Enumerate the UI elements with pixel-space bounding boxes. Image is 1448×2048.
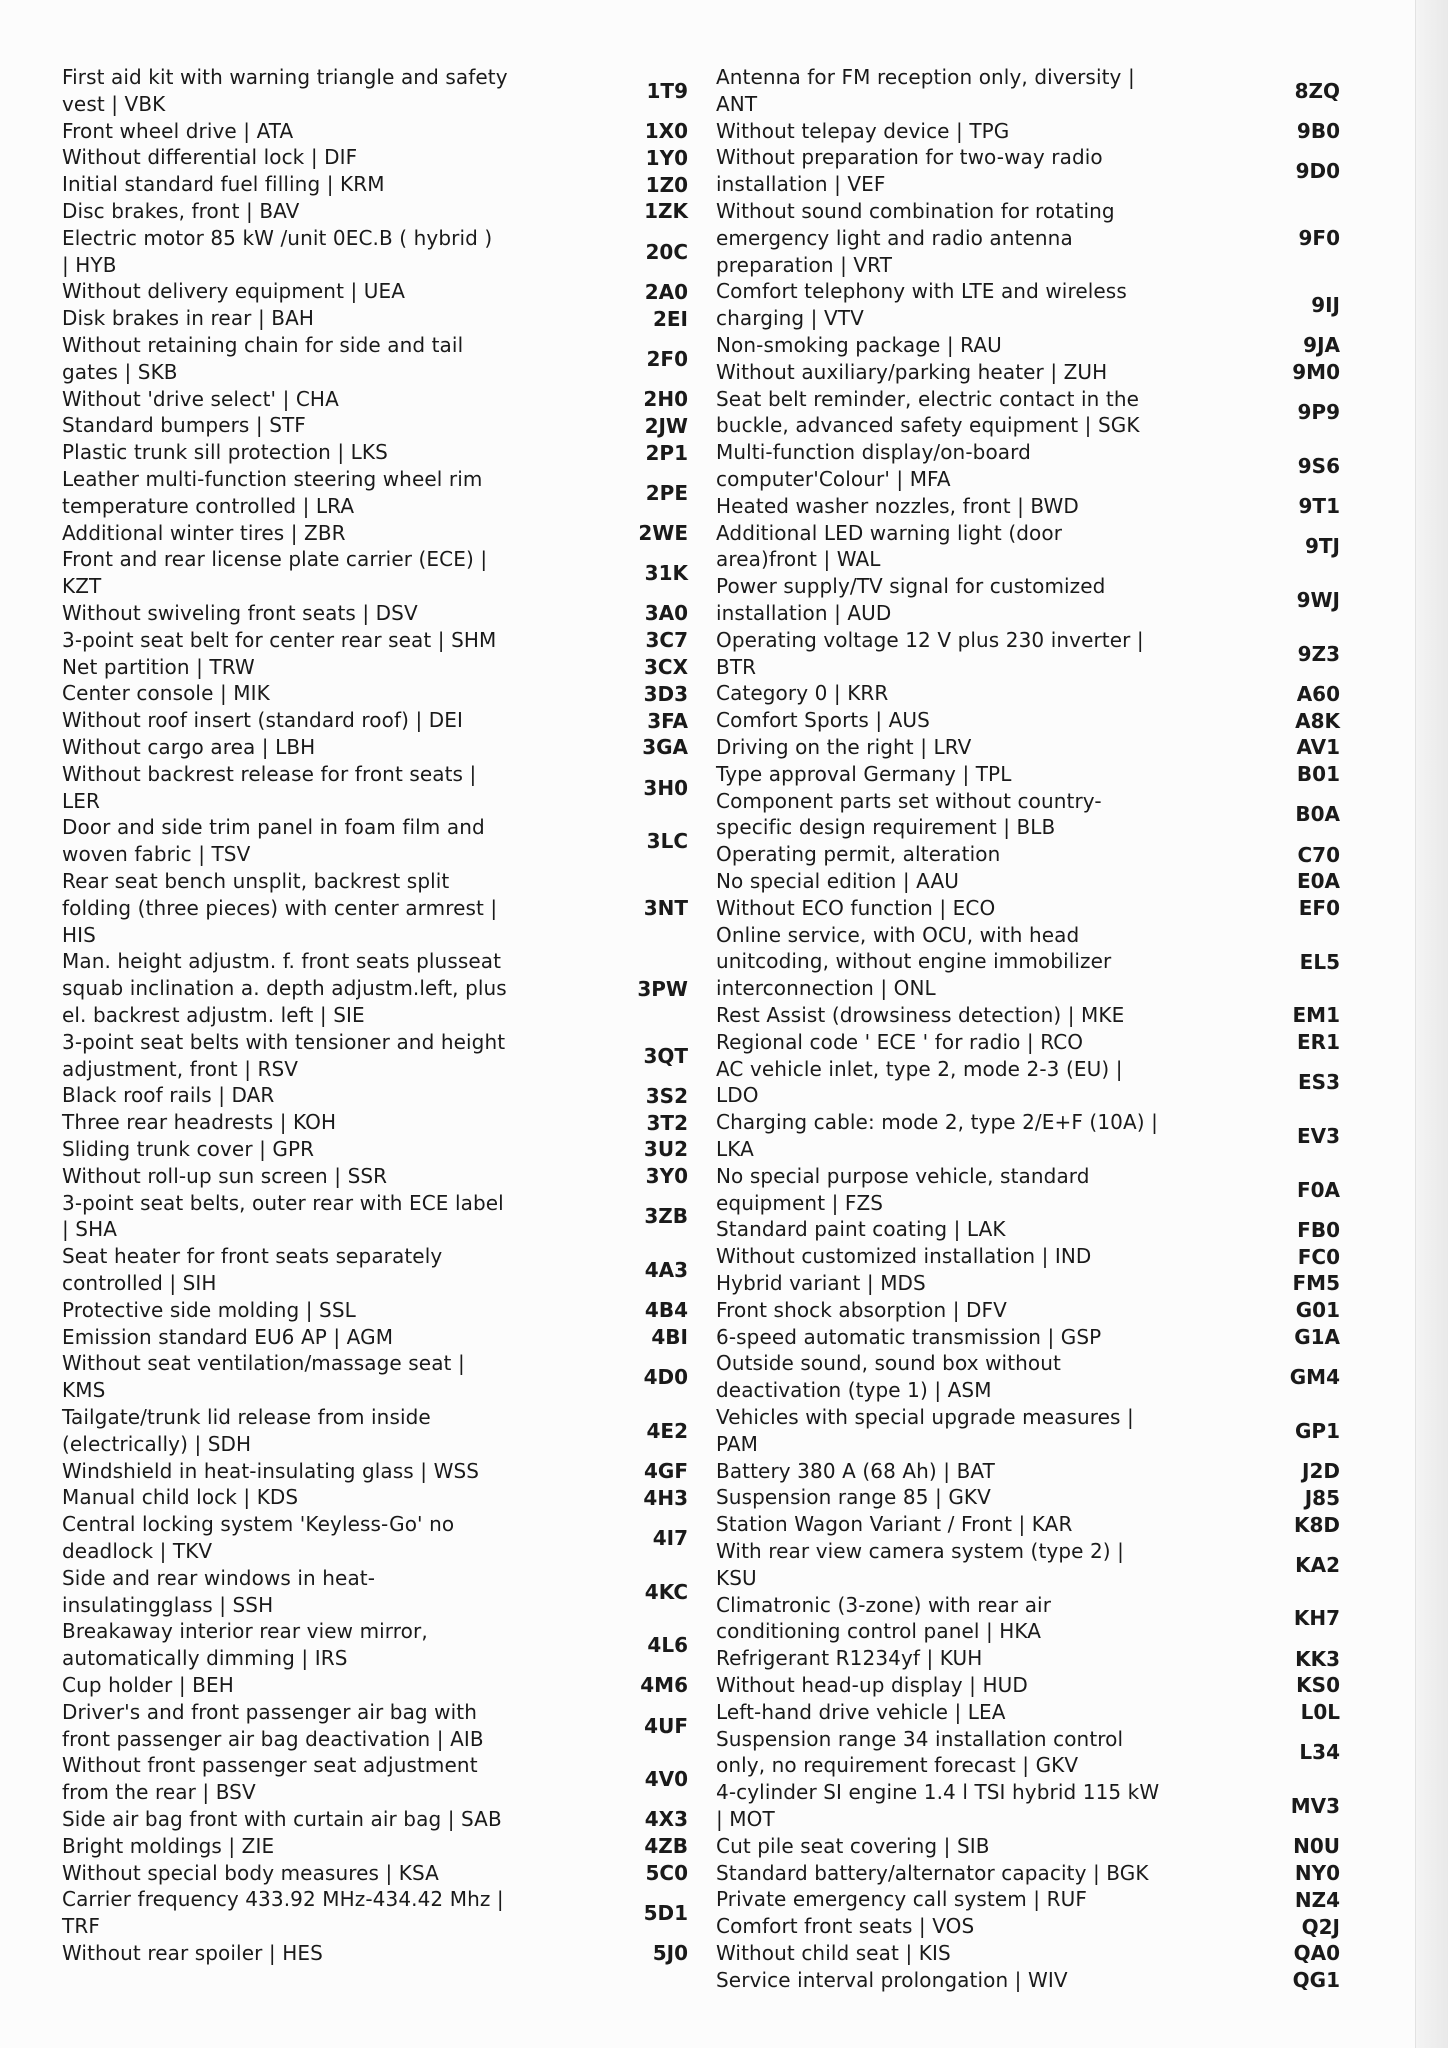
equipment-code: 5C0	[645, 1861, 688, 1885]
equipment-description: First aid kit with warning triangle and safety vest | VBK	[62, 65, 508, 116]
equipment-description: Hybrid variant | MDS	[716, 1271, 926, 1295]
equipment-description: Without head-up display | HUD	[716, 1673, 1028, 1697]
equipment-code: 4ZB	[644, 1834, 688, 1859]
equipment-description: Central locking system 'Keyless-Go' no deadlock | TKV	[62, 1512, 455, 1563]
equipment-code: Q2J	[1301, 1914, 1340, 1939]
equipment-description: Front wheel drive | ATA	[62, 118, 294, 143]
equipment-code: AV1	[1296, 735, 1340, 760]
equipment-description: Manual child lock | KDS	[62, 1485, 299, 1510]
equipment-description: 3-point seat belts with tensioner and height adjustment, front | RSV	[62, 1029, 506, 1081]
equipment-description: Front shock absorption | DFV	[716, 1297, 1007, 1322]
equipment-code: G01	[1295, 1298, 1340, 1323]
equipment-code: 3T2	[646, 1110, 688, 1135]
equipment-code: A60	[1296, 681, 1340, 706]
equipment-description: AC vehicle inlet, type 2, mode 2-3 (EU) | LDO	[716, 1056, 1123, 1108]
equipment-description: Leather multi-function steering wheel rim temperature controlled | LRA	[62, 467, 483, 518]
equipment-code: E0A	[1296, 869, 1340, 894]
equipment-description: Without delivery equipment | UEA	[62, 279, 406, 304]
equipment-description: Disk brakes in rear | BAH	[62, 306, 314, 331]
equipment-description: Multi-function display/on-board computer'Colour' | MFA	[716, 440, 1031, 491]
equipment-description: Cup holder | BEH	[62, 1673, 234, 1697]
equipment-code: N0U	[1293, 1834, 1340, 1859]
equipment-code: 3H0	[643, 775, 688, 800]
equipment-description: Standard paint coating | LAK	[716, 1217, 1006, 1242]
equipment-description: Three rear headrests | KOH	[62, 1110, 337, 1135]
equipment-description: Suspension range 85 | GKV	[716, 1485, 991, 1510]
equipment-code: 9P9	[1297, 400, 1340, 425]
equipment-code: 4KC	[644, 1579, 688, 1604]
equipment-description: Door and side trim panel in foam film and woven fabric | TSV	[62, 815, 485, 867]
equipment-code: 4X3	[644, 1807, 688, 1832]
equipment-description: Driving on the right | LRV	[716, 735, 972, 759]
equipment-code: L0L	[1300, 1700, 1340, 1725]
equipment-description: Without cargo area | LBH	[62, 735, 316, 759]
equipment-description: Protective side molding | SSL	[62, 1297, 356, 1322]
equipment-description: Cut pile seat covering | SIB	[716, 1833, 990, 1858]
equipment-code: 1ZK	[644, 199, 688, 224]
equipment-code: 2A0	[644, 279, 688, 304]
equipment-description: Side and rear windows in heat- insulatingglass | SSH	[62, 1565, 376, 1617]
equipment-code: 9TJ	[1305, 534, 1340, 559]
equipment-code: 9WJ	[1296, 588, 1340, 612]
equipment-description: Comfort front seats | VOS	[716, 1914, 975, 1939]
equipment-description: Bright moldings | ZIE	[62, 1833, 275, 1858]
equipment-code: K8D	[1293, 1512, 1340, 1537]
equipment-description: Power supply/TV signal for customized installation | AUD	[716, 574, 1106, 625]
equipment-description: Outside sound, sound box without deactivation (type 1) | ASM	[716, 1351, 1061, 1403]
equipment-code: NY0	[1294, 1861, 1340, 1885]
equipment-description: 3-point seat belts, outer rear with ECE label | SHA	[62, 1190, 504, 1242]
equipment-code: 2H0	[643, 387, 688, 411]
equipment-description: Seat heater for front seats separately controlled | SIH	[62, 1244, 443, 1295]
equipment-code: 4D0	[643, 1365, 688, 1390]
equipment-description: Additional winter tires | ZBR	[62, 520, 346, 545]
equipment-description: Electric motor 85 kW /unit 0EC.B ( hybrid ) | HYB	[62, 225, 493, 277]
equipment-description: Breakaway interior rear view mirror, automatically dimming | IRS	[62, 1619, 428, 1671]
equipment-code: QA0	[1293, 1941, 1340, 1966]
equipment-description: Side air bag front with curtain air bag | SAB	[62, 1807, 502, 1831]
equipment-description: Left-hand drive vehicle | LEA	[716, 1699, 1006, 1724]
equipment-description: Without sound combination for rotating emergency light and radio antenna preparation | VRT	[716, 199, 1115, 277]
equipment-code: 4GF	[644, 1459, 688, 1483]
equipment-code: 9M0	[1292, 360, 1340, 385]
equipment-description: Without swiveling front seats | DSV	[62, 601, 418, 625]
equipment-code: 5J0	[652, 1941, 688, 1966]
equipment-description: Battery 380 A (68 Ah) | BAT	[716, 1458, 995, 1483]
equipment-code: 4A3	[644, 1258, 688, 1282]
equipment-code: 9F0	[1298, 226, 1340, 251]
equipment-code: L34	[1299, 1740, 1340, 1765]
equipment-description: Plastic trunk sill protection | LKS	[62, 440, 388, 465]
equipment-description: Vehicles with special upgrade measures | PAM	[716, 1405, 1134, 1456]
equipment-description: Tailgate/trunk lid release from inside (electrically) | SDH	[62, 1405, 431, 1456]
equipment-code: 9JA	[1303, 333, 1340, 358]
equipment-code: 3A0	[644, 601, 688, 626]
equipment-code: FB0	[1297, 1217, 1340, 1242]
equipment-code: B01	[1296, 762, 1340, 787]
equipment-description: Windshield in heat-insulating glass | WSS	[62, 1458, 480, 1483]
equipment-code: 4UF	[644, 1713, 688, 1738]
equipment-description: Rear seat bench unsplit, backrest split folding (three pieces) with center armrest | HIS	[62, 869, 498, 947]
equipment-description: Suspension range 34 installation control only, no requirement forecast | GKV	[716, 1726, 1124, 1778]
equipment-code: B0A	[1295, 802, 1340, 827]
equipment-code: 3CX	[643, 655, 688, 679]
equipment-code: KH7	[1293, 1606, 1340, 1631]
equipment-code: ER1	[1297, 1030, 1340, 1055]
equipment-description: Seat belt reminder, electric contact in the buckle, advanced safety equipment | SGK	[716, 386, 1140, 438]
equipment-description: Black roof rails | DAR	[62, 1083, 275, 1108]
equipment-code: 2F0	[646, 346, 688, 371]
equipment-code: 2EI	[652, 306, 688, 331]
equipment-code: 3U2	[643, 1137, 688, 1162]
equipment-description: Non-smoking package | RAU	[716, 333, 1002, 357]
equipment-description: No special purpose vehicle, standard equipment | FZS	[716, 1163, 1090, 1215]
equipment-description: Comfort Sports | AUS	[716, 708, 930, 733]
equipment-code: 2P1	[645, 440, 688, 465]
equipment-description: Regional code ' ECE ' for radio | RCO	[716, 1029, 1084, 1054]
equipment-description: Additional LED warning light (door area)front | WAL	[716, 520, 1063, 572]
equipment-description: Without child seat | KIS	[716, 1941, 951, 1965]
equipment-description: Heated washer nozzles, front | BWD	[716, 493, 1079, 518]
equipment-code: 8ZQ	[1294, 78, 1340, 103]
equipment-description: Without preparation for two-way radio installation | VEF	[716, 145, 1103, 197]
equipment-code: 9D0	[1295, 159, 1340, 184]
equipment-code: 3QT	[643, 1043, 688, 1068]
equipment-code: 9Z3	[1297, 641, 1340, 666]
equipment-description: Station Wagon Variant / Front | KAR	[716, 1512, 1073, 1537]
equipment-description: Standard bumpers | STF	[62, 413, 306, 438]
equipment-code: 4H3	[643, 1485, 688, 1510]
equipment-code: 9S6	[1297, 454, 1340, 478]
equipment-description: Without auxiliary/parking heater | ZUH	[716, 359, 1108, 384]
equipment-description: Without telepay device | TPG	[716, 118, 1010, 143]
equipment-description: 3-point seat belt for center rear seat | SHM	[62, 627, 497, 652]
equipment-code: J2D	[1302, 1459, 1340, 1483]
equipment-code: 2JW	[644, 413, 688, 438]
equipment-description: Carrier frequency 433.92 MHz-434.42 Mhz | TRF	[62, 1887, 504, 1939]
equipment-code: 3Y0	[645, 1164, 688, 1189]
equipment-code: 4L6	[647, 1633, 688, 1658]
equipment-code: 1Z0	[645, 172, 688, 197]
equipment-description: Standard battery/alternator capacity | BGK	[716, 1860, 1149, 1885]
equipment-description: Without 'drive select' | CHA	[62, 386, 339, 411]
equipment-code: 9IJ	[1311, 293, 1340, 318]
equipment-description: Without roll-up sun screen | SSR	[62, 1163, 388, 1188]
equipment-description: Initial standard fuel filling | KRM	[62, 172, 385, 197]
equipment-code: 3S2	[645, 1083, 688, 1108]
equipment-code: GP1	[1295, 1418, 1340, 1443]
equipment-description: Emission standard EU6 AP | AGM	[62, 1324, 394, 1349]
equipment-description: Operating permit, alteration	[716, 842, 1001, 867]
equipment-description: 4-cylinder SI engine 1.4 l TSI hybrid 115 kW | MOT	[716, 1780, 1160, 1831]
equipment-code: EF0	[1298, 896, 1340, 921]
equipment-code: 20C	[645, 239, 688, 264]
equipment-code: 4I7	[652, 1526, 688, 1550]
equipment-code: KK3	[1295, 1646, 1340, 1671]
equipment-description: Without seat ventilation/massage seat | KMS	[62, 1351, 465, 1403]
equipment-code: 1X0	[644, 119, 688, 143]
equipment-code: 1T9	[646, 78, 688, 103]
equipment-code: FC0	[1297, 1244, 1340, 1269]
equipment-code: KS0	[1296, 1673, 1340, 1698]
equipment-code: EL5	[1299, 949, 1340, 974]
equipment-description: Sliding trunk cover | GPR	[62, 1137, 315, 1161]
equipment-description: Category 0 | KRR	[716, 681, 889, 706]
equipment-code: NZ4	[1294, 1887, 1340, 1912]
equipment-code: 3PW	[637, 976, 688, 1001]
equipment-description: Without rear spoiler | HES	[62, 1941, 323, 1965]
equipment-code: GM4	[1289, 1365, 1340, 1390]
equipment-code: F0A	[1296, 1177, 1340, 1202]
equipment-code: 3D3	[643, 681, 688, 706]
equipment-description: Without front passenger seat adjustment from the rear | BSV	[62, 1753, 478, 1805]
equipment-code: 3C7	[645, 628, 688, 653]
equipment-code: 4M6	[640, 1673, 688, 1698]
equipment-code: 4B4	[644, 1298, 688, 1323]
equipment-code: QG1	[1292, 1968, 1340, 1993]
equipment-description: Man. height adjustm. f. front seats plusseat squab inclination a. depth adjustm.left, plus el. backrest adjustm. left | SIE	[62, 949, 507, 1027]
equipment-code: 3ZB	[644, 1204, 688, 1229]
equipment-code: 4V0	[644, 1767, 688, 1792]
equipment-code: 9B0	[1296, 119, 1340, 143]
equipment-description: Net partition | TRW	[62, 654, 255, 679]
equipment-description: Antenna for FM reception only, diversity | ANT	[716, 65, 1135, 116]
equipment-code: 3NT	[643, 896, 688, 921]
equipment-code: 3LC	[646, 829, 688, 854]
equipment-description: Without differential lock | DIF	[62, 145, 358, 170]
equipment-code: 3GA	[642, 735, 688, 760]
equipment-description: Without roof insert (standard roof) | DEI	[62, 708, 464, 733]
equipment-description: 6-speed automatic transmission | GSP	[716, 1324, 1102, 1349]
equipment-code: 31K	[644, 561, 688, 586]
equipment-code: 1Y0	[645, 145, 688, 170]
equipment-description: Refrigerant R1234yf | KUH	[716, 1646, 983, 1671]
equipment-description: Driver's and front passenger air bag with front passenger air bag deactivation | AIB	[62, 1699, 484, 1751]
equipment-description: Without backrest release for front seats | LER	[62, 761, 477, 813]
equipment-code: 9T1	[1298, 494, 1340, 519]
equipment-code: J85	[1304, 1485, 1340, 1510]
equipment-description: Service interval prolongation | WIV	[716, 1967, 1068, 1992]
equipment-code: KA2	[1295, 1552, 1340, 1577]
equipment-description: Without ECO function | ECO	[716, 895, 996, 920]
equipment-code: ES3	[1298, 1070, 1340, 1095]
equipment-description: Charging cable: mode 2, type 2/E+F (10A) | LKA	[716, 1110, 1158, 1161]
equipment-code: 3FA	[647, 708, 688, 733]
equipment-description: Comfort telephony with LTE and wireless charging | VTV	[716, 279, 1127, 331]
equipment-description: Disc brakes, front | BAV	[62, 199, 300, 223]
equipment-code: G1A	[1294, 1325, 1340, 1349]
equipment-description: No special edition | AAU	[716, 869, 959, 893]
equipment-description: Operating voltage 12 V plus 230 inverter | BTR	[716, 627, 1144, 679]
equipment-code: EM1	[1292, 1003, 1340, 1028]
equipment-description: Without special body measures | KSA	[62, 1860, 439, 1885]
equipment-code: MV3	[1290, 1794, 1340, 1818]
equipment-code: A8K	[1295, 708, 1340, 733]
equipment-description: Private emergency call system | RUF	[716, 1887, 1087, 1912]
equipment-description: Online service, with OCU, with head unitcoding, without engine immobilizer interconnection | ONL	[716, 922, 1112, 1001]
equipment-description: Center console | MIK	[62, 681, 270, 706]
equipment-description: Without customized installation | IND	[716, 1244, 1092, 1269]
equipment-description: Front and rear license plate carrier (ECE) | KZT	[62, 547, 488, 599]
equipment-code: 2PE	[645, 480, 688, 505]
equipment-code: EV3	[1296, 1124, 1340, 1148]
equipment-description: Type approval Germany | TPL	[716, 761, 1012, 786]
equipment-description: Without retaining chain for side and tail gates | SKB	[62, 333, 464, 384]
equipment-description: Component parts set without country- specific design requirement | BLB	[716, 788, 1102, 840]
equipment-code: 4E2	[646, 1418, 688, 1443]
equipment-code: FM5	[1292, 1271, 1340, 1296]
equipment-code: C70	[1297, 842, 1340, 867]
equipment-description: Rest Assist (drowsiness detection) | MKE	[716, 1003, 1125, 1027]
equipment-code: 4BI	[651, 1325, 688, 1349]
equipment-code: 5D1	[643, 1901, 688, 1926]
equipment-description: Climatronic (3-zone) with rear air conditioning control panel | HKA	[716, 1592, 1052, 1644]
equipment-code: 2WE	[638, 521, 688, 545]
equipment-description: With rear view camera system (type 2) | KSU	[716, 1539, 1125, 1590]
